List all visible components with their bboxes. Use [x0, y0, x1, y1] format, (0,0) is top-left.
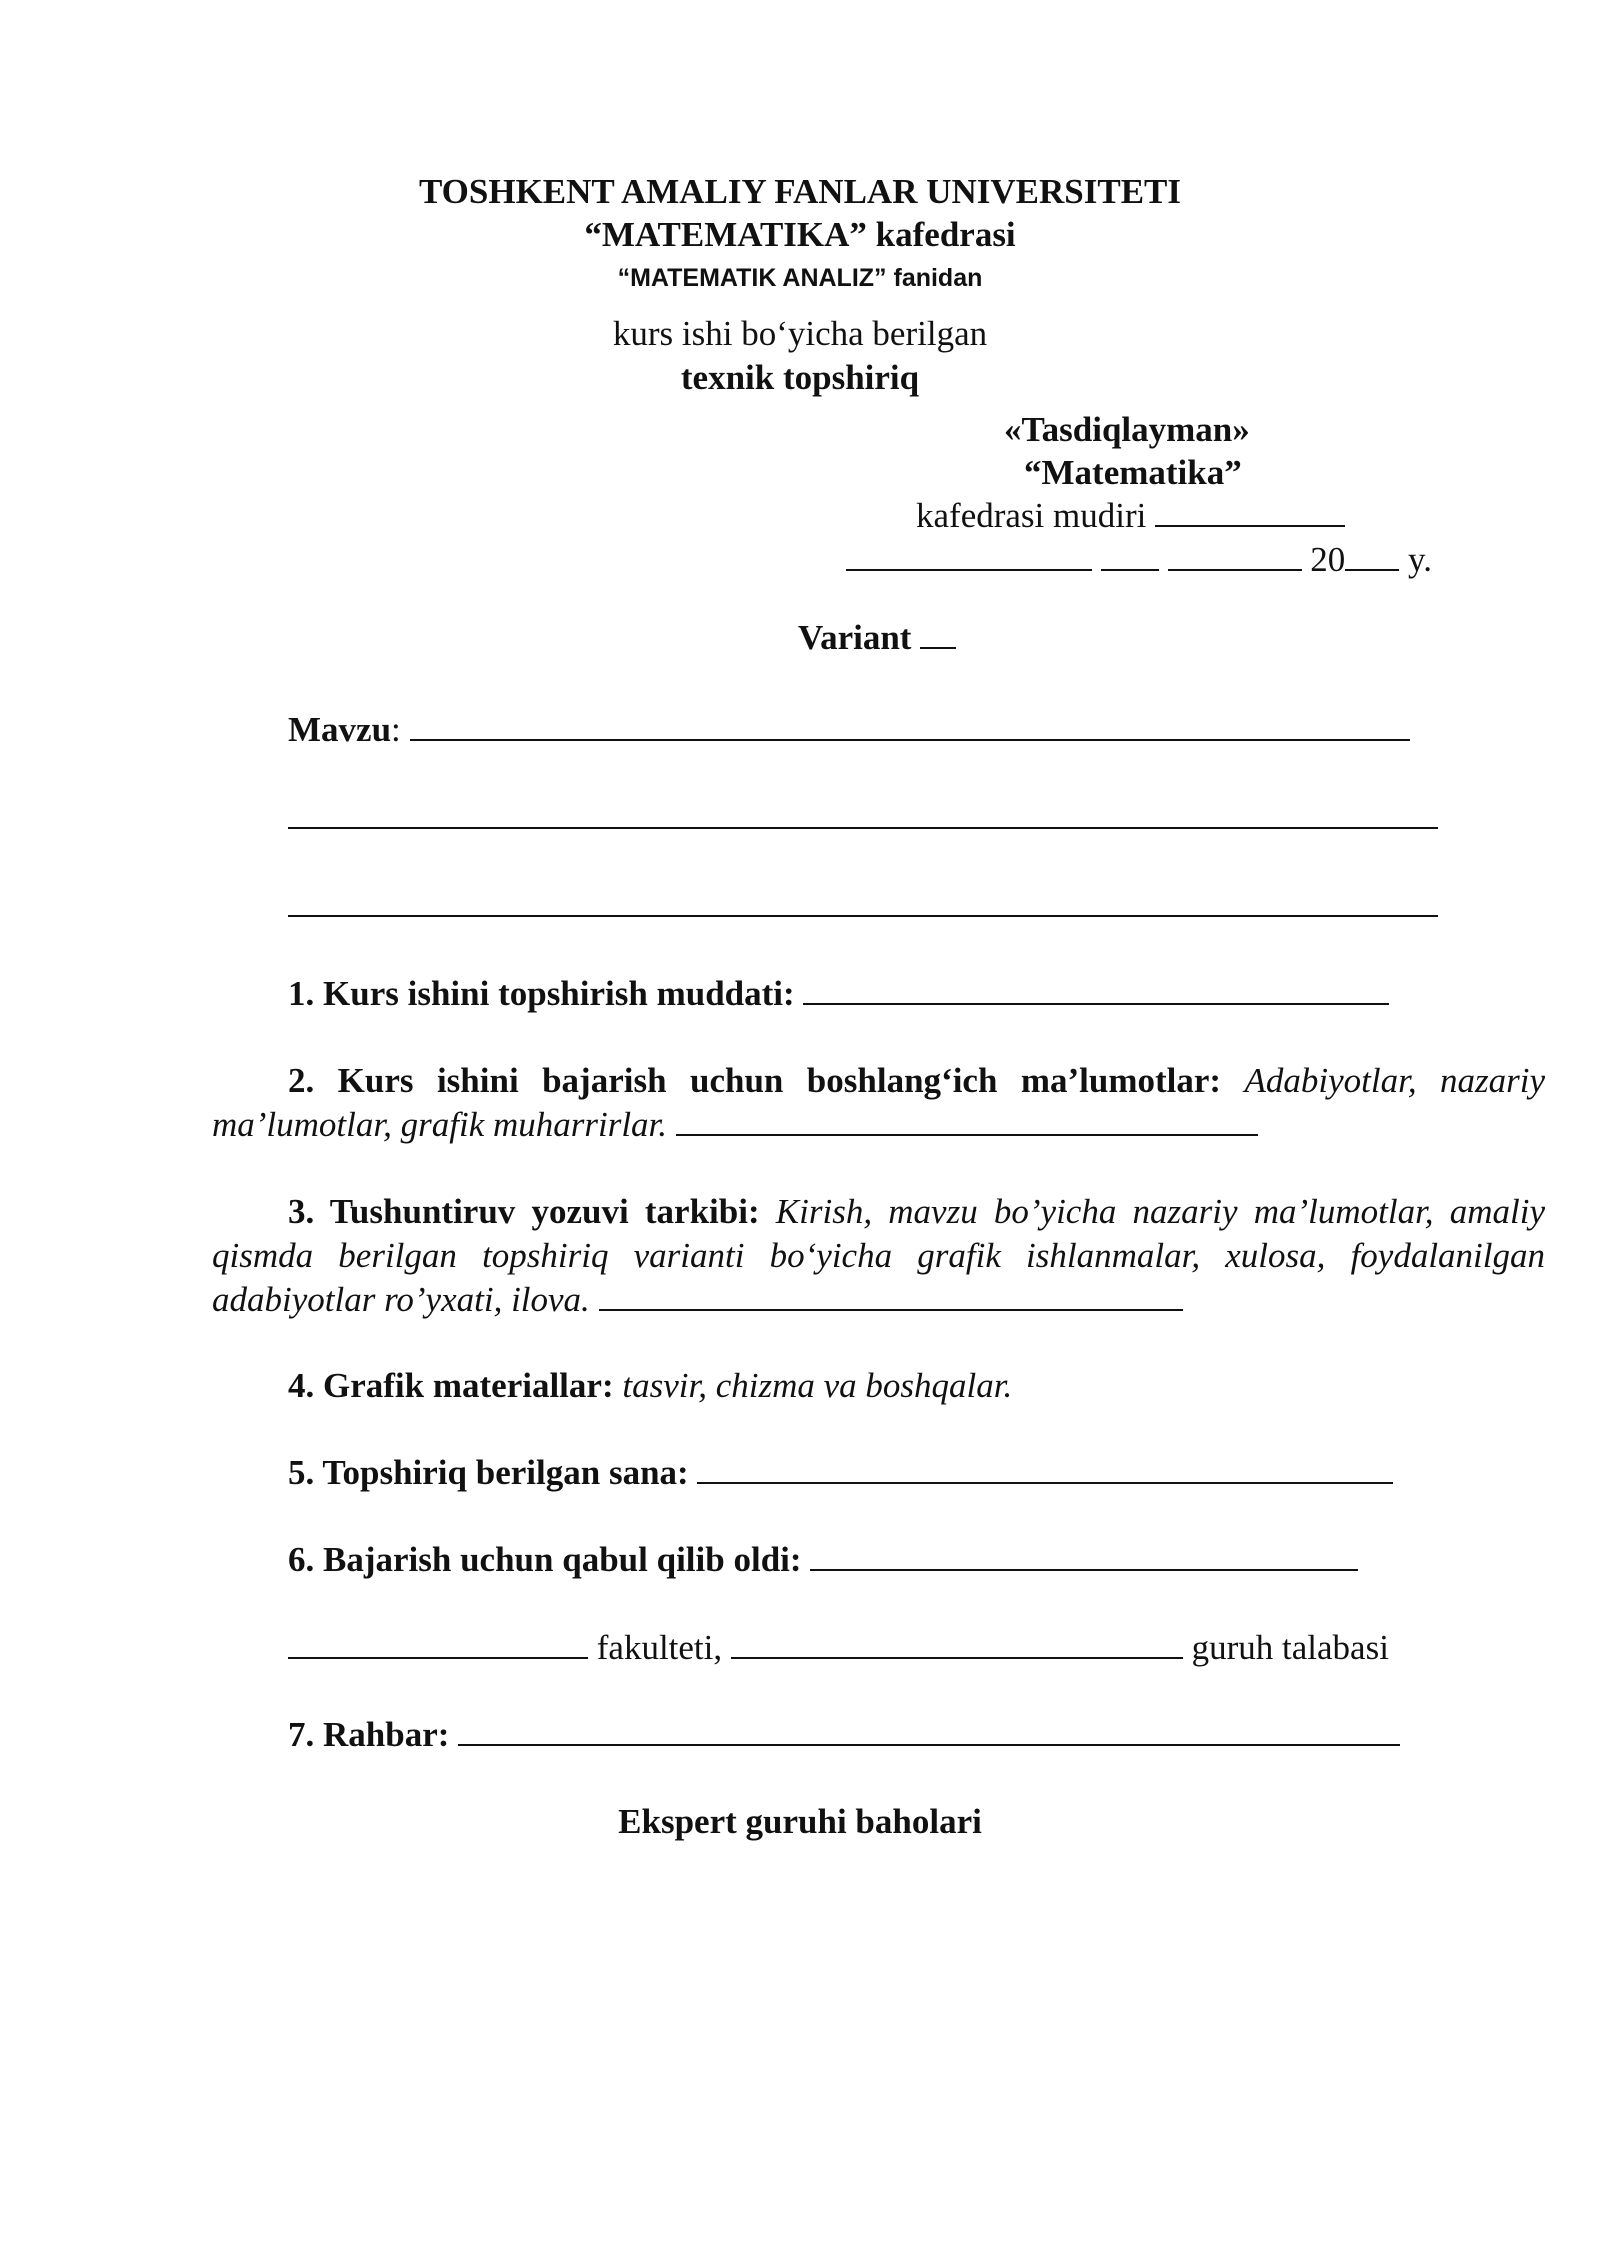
topic-label: Mavzu	[288, 710, 392, 749]
faculty-label: fakulteti,	[596, 1628, 723, 1667]
item-3-label: 3. Tushuntiruv yozuvi tarkibi:	[288, 1192, 760, 1231]
item-5-blank[interactable]	[697, 1452, 1393, 1484]
item-5	[288, 1451, 1393, 1495]
group-blank[interactable]	[731, 1627, 1183, 1659]
item-7	[288, 1713, 1400, 1757]
item-2-label: 2. Kurs ishini bajarish uchun boshlang‘ich ma’lumotlar:	[288, 1061, 1222, 1100]
university-title: TOSHKENT AMALIY FANLAR UNIVERSITETI	[418, 172, 1182, 211]
approval-head	[916, 494, 1345, 538]
doc-type: texnik topshiriq	[680, 358, 920, 397]
item-2	[212, 1059, 1545, 1147]
subject-title: “MATEMATIK ANALIZ” fanidan	[617, 264, 983, 292]
experts-title: Ekspert guruhi baholari	[618, 1802, 982, 1841]
group-label: guruh talabasi	[1191, 1628, 1389, 1667]
approval-title: «Tasdiqlayman»	[1004, 410, 1250, 449]
item-7-blank[interactable]	[458, 1714, 1400, 1746]
topic-line-3	[288, 884, 1438, 928]
date-month-blank[interactable]	[1168, 539, 1302, 571]
variant-line	[798, 616, 956, 660]
doc-description: kurs ishi bo‘yicha berilgan	[612, 314, 988, 353]
date-number-blank[interactable]	[1101, 539, 1159, 571]
item-6-label: 6. Bajarish uchun qabul qilib oldi:	[288, 1540, 802, 1579]
item-3	[212, 1190, 1545, 1322]
item-4-text: tasvir, chizma va boshqalar.	[622, 1366, 1013, 1405]
topic-blank-2[interactable]	[288, 797, 1438, 829]
topic-colon: :	[391, 710, 401, 749]
year-blank[interactable]	[1345, 539, 1399, 571]
item-6-blank[interactable]	[810, 1539, 1358, 1571]
item-1-label: 1. Kurs ishini topshirish muddati:	[288, 974, 795, 1013]
item-3-blank[interactable]	[599, 1279, 1183, 1311]
topic-blank-1[interactable]	[410, 709, 1410, 741]
approval-dept: “Matematika”	[1024, 453, 1242, 492]
item-4-label: 4. Grafik materiallar:	[288, 1366, 614, 1405]
item-4	[288, 1364, 1012, 1408]
date-day-blank[interactable]	[846, 539, 1092, 571]
head-label: kafedrasi mudiri	[916, 496, 1147, 535]
item-2-text: Adabiyotlar, nazariy ma’lumotlar, grafik muharrirlar.	[212, 1061, 1546, 1144]
item-7-label: 7. Rahbar:	[288, 1715, 450, 1754]
faculty-group-line	[288, 1626, 1389, 1670]
department-title: “MATEMATIKA” kafedrasi	[584, 215, 1016, 254]
topic-blank-3[interactable]	[288, 885, 1438, 917]
item-6	[288, 1538, 1358, 1582]
faculty-blank[interactable]	[288, 1627, 588, 1659]
item-3-text: Kirish, mavzu bo’yicha nazariy ma’lumotlar, amaliy qismda berilgan topshiriq varianti bo‘yicha grafik ishlanmalar, xulosa, foydalanilgan adabiyotlar ro’yxati, ilova.	[212, 1192, 1546, 1319]
approval-date	[846, 538, 1432, 582]
item-5-label: 5. Topshiriq berilgan sana:	[288, 1453, 689, 1492]
topic-line	[288, 708, 1410, 752]
topic-line-2	[288, 796, 1438, 840]
year-suffix: y.	[1408, 540, 1432, 579]
variant-blank[interactable]	[920, 617, 956, 649]
item-1	[288, 972, 1389, 1016]
variant-label: Variant	[798, 618, 912, 657]
item-1-blank[interactable]	[803, 973, 1389, 1005]
year-prefix: 20	[1310, 540, 1346, 579]
item-2-blank[interactable]	[676, 1104, 1258, 1136]
head-signature-blank[interactable]	[1155, 495, 1345, 527]
